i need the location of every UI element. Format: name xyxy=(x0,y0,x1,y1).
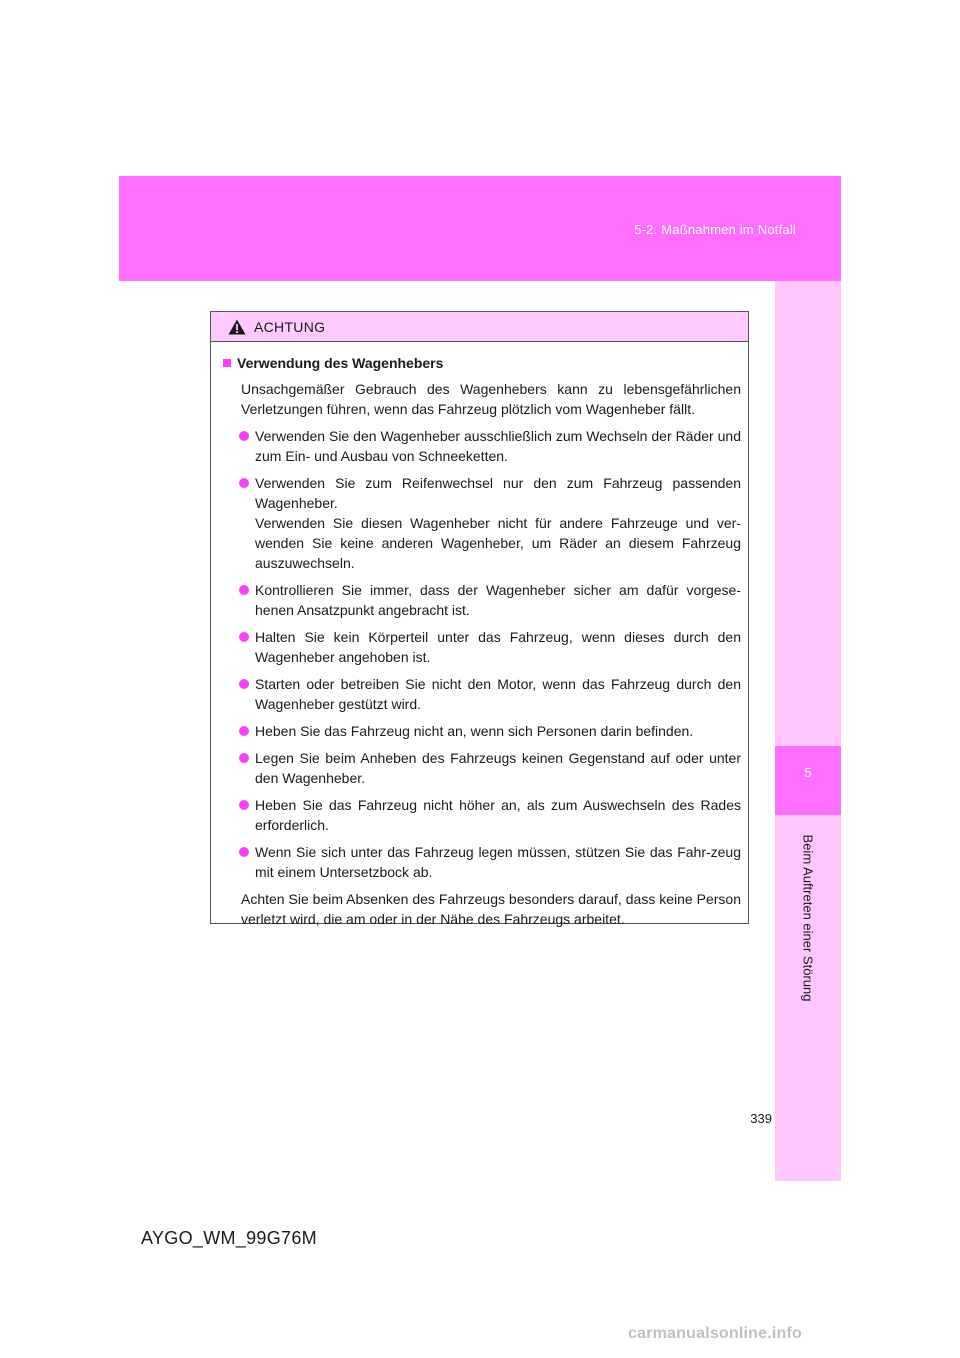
bullet-dot-icon xyxy=(239,585,249,595)
list-item xyxy=(223,580,741,620)
warning-triangle-icon xyxy=(228,319,246,335)
bullet-list xyxy=(223,426,741,882)
document-code: AYGO_WM_99G76M xyxy=(141,1228,317,1248)
list-item xyxy=(223,627,741,667)
list-item xyxy=(223,842,741,882)
chapter-side-strip xyxy=(775,281,841,1181)
bullet-dot-icon xyxy=(239,679,249,689)
bullet-dot-icon xyxy=(239,753,249,763)
list-item-text: Halten Sie kein Körperteil unter das Fahrzeug, wenn dieses durch den Wagenheber angehoben ist. xyxy=(255,629,741,665)
chapter-number: 5 xyxy=(804,765,812,780)
section-heading xyxy=(223,353,741,373)
list-item xyxy=(223,426,741,466)
section-title: 5-2. Maßnahmen im Notfall xyxy=(634,222,796,237)
bullet-dot-icon xyxy=(239,478,249,488)
site-watermark[interactable]: carmanualsonline.info xyxy=(628,1325,803,1342)
list-item-text: Heben Sie das Fahrzeug nicht an, wenn sich Personen darin befinden. xyxy=(255,723,694,739)
list-item-text: Verwenden Sie den Wagenheber ausschließlich zum Wechseln der Räder und zum Ein- und Ausbau von Schneeketten. xyxy=(255,428,741,464)
chapter-tab xyxy=(775,746,841,815)
warning-header xyxy=(211,312,748,342)
list-item-text: Starten oder betreiben Sie nicht den Motor, wenn das Fahrzeug durch den Wagenheber gestützt wird. xyxy=(255,676,741,712)
bullet-dot-icon xyxy=(239,800,249,810)
list-item-text: Heben Sie das Fahrzeug nicht höher an, als zum Auswechseln des Rades erforderlich. xyxy=(255,797,741,833)
bullet-dot-icon xyxy=(239,847,249,857)
intro-paragraph: Unsachgemäßer Gebrauch des Wagenhebers kann zu lebensgefährlichen Verletzungen führen, wenn das Fahrzeug plötzlich vom Wagenheber fällt. xyxy=(241,381,741,417)
list-item xyxy=(223,721,741,741)
closing-paragraph: Achten Sie beim Absenken des Fahrzeugs besonders darauf, dass keine Person verletzt wird, die am oder in der Nähe des Fahrzeugs arbeitet. xyxy=(241,891,741,927)
list-item xyxy=(223,473,741,573)
bullet-dot-icon xyxy=(239,726,249,736)
list-item xyxy=(223,748,741,788)
section-heading-text: Verwendung des Wagenhebers xyxy=(237,355,444,371)
bullet-dot-icon xyxy=(239,431,249,441)
list-item-text: Verwenden Sie zum Reifenwechsel nur den zum Fahrzeug passenden Wagenheber. xyxy=(255,475,741,511)
list-item xyxy=(223,795,741,835)
header-band xyxy=(119,176,841,281)
warning-body xyxy=(211,342,748,929)
warning-title: ACHTUNG xyxy=(254,318,326,335)
chapter-title: Beim Auftreten einer Störung xyxy=(800,834,816,1002)
list-item-text: Kontrollieren Sie immer, dass der Wagenheber sicher am dafür vorgese-henen Ansatzpunkt angebracht ist. xyxy=(255,582,741,618)
bullet-dot-icon xyxy=(239,632,249,642)
warning-box xyxy=(210,311,749,927)
list-item-text: Legen Sie beim Anheben des Fahrzeugs keinen Gegenstand auf oder unter den Wagenheber. xyxy=(255,750,741,786)
list-item-text-extra: Verwenden Sie diesen Wagenheber nicht für andere Fahrzeuge und ver-wenden Sie keine anderen Wagenheber, um Räder an diesem Fahrzeug auszuwechseln. xyxy=(255,515,741,571)
list-item-text: Wenn Sie sich unter das Fahrzeug legen müssen, stützen Sie das Fahr-zeug mit einem Untersetzbock ab. xyxy=(255,844,741,880)
list-item xyxy=(223,674,741,714)
page-number: 339 xyxy=(750,1111,772,1126)
square-bullet-icon xyxy=(223,359,231,367)
